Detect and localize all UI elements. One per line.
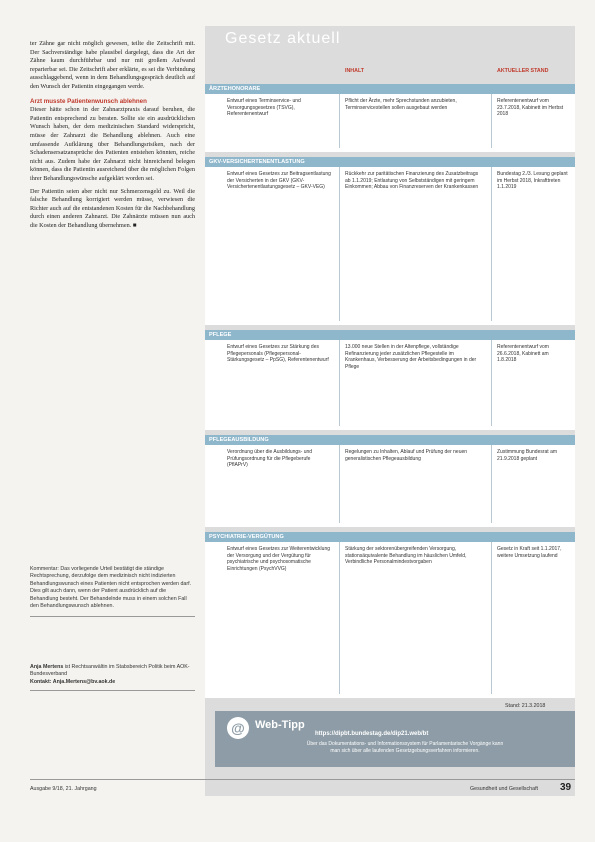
web-tip-box — [215, 711, 575, 767]
law-status: Zustimmung Bundesrat am 21.9.2018 geplant — [497, 449, 558, 462]
column-divider — [339, 542, 340, 694]
author-name: Anja Mertens — [30, 664, 64, 670]
law-name: Entwurf eines Gesetzes zur Beitragsentlastung der Versicherten in der GKV (GKV-Versichertenentlastungsgesetz – GKV-VEG) — [227, 171, 331, 191]
law-content: Regelungen zu Inhalten, Ablauf und Prüfung der neuen generalistischen Pflegeausbildung — [345, 449, 468, 462]
law-name: Entwurf eines Gesetzes zur Weiterentwicklung der Versorgung und der Vergütung für psychiatrische und psychosomatische Einrichtungen (PsychVVG) — [227, 546, 331, 572]
end-mark-icon: ■ — [132, 221, 137, 229]
column-divider — [491, 445, 492, 523]
law-section-aerztehonorare — [205, 84, 575, 152]
column-divider — [491, 94, 492, 148]
article-column — [30, 40, 195, 234]
footer-magazine-name: Gesundheit und Gesellschaft — [470, 786, 539, 792]
column-divider — [339, 445, 340, 523]
web-tip-description: Über das Dokumentations- und Informationssystem für Parlamentarische Vorgänge kann man sich über alle laufenden Gesetzgebungsverfahren informieren. — [306, 741, 504, 754]
column-header-stand: AKTUELLER STAND — [497, 68, 549, 74]
commentary-note: Kommentar: Das vorliegende Urteil bestätigt die ständige Rechtsprechung, derzufolge dem medizinisch nicht indizierten Behandlungswunsch eines Patienten nicht entsprochen werden darf. Dies gilt auch dann, wenn der Patient ausdrücklich auf die Behandlung besteht. Der Behandelnde muss in einem solchen Fall den Behandlungswunsch ablehnen. — [30, 566, 195, 617]
law-status: Referentenentwurf vom 26.6.2018, Kabinett am 1.8.2018 — [497, 344, 549, 364]
section-label: PFLEGEAUSBILDUNG — [205, 435, 575, 445]
section-label: ÄRZTEHONORARE — [205, 84, 575, 94]
web-tip-link[interactable]: https://dipbt.bundestag.de/dip21.web/bt — [315, 731, 429, 737]
author-info — [30, 664, 195, 691]
page-number: 39 — [560, 782, 572, 793]
section-label: GKV-VERSICHERTENENTLASTUNG — [205, 157, 575, 167]
column-divider — [339, 167, 340, 321]
column-divider — [339, 94, 340, 148]
law-section-pflegeausbildung — [205, 435, 575, 527]
section-label: PFLEGE — [205, 330, 575, 340]
law-content: Rückkehr zur paritätischen Finanzierung des Zusatzbeitrags ab 1.1.2019; Entlastung von Selbstständigen mit geringem Einkommen; Abbau von Finanzreserven der Krankenkassen — [345, 171, 479, 191]
law-content: 13.000 neue Stellen in der Altenpflege, vollständige Refinanzierung jeder zusätzlichen Pflegestelle im Krankenhaus, Verbesserung der Arbeitsbedingungen in der Pflege — [345, 344, 477, 370]
column-divider — [491, 340, 492, 426]
web-tip-title: Web-Tipp — [255, 719, 305, 731]
status-date: Stand: 21.3.2018 — [505, 703, 546, 709]
author-contact: Kontakt: Anja.Mertens@bv.aok.de — [30, 678, 116, 685]
law-name: Entwurf eines Terminservice- und Versorgungsgesetzes (TSVG), Referentenentwurf — [227, 98, 301, 118]
article-paragraph: Dieser hätte schon in der Zahnarztpraxis darauf beruhen, die Patientin entsprechend zu beraten. Sollte sie ein ausdrücklichen Wunsch haben, der dem medizinischen Standard widerspricht, müsse der Zahnarzt die Behandlung ablehnen. Auch eine umfassende Aufklärung über Behandlungsrisiken, nach der Schadensersatzansprüche des Patienten entstehen könnten, reiche nicht aus. Zudem habe der Zahnarzt nicht hinreichend belegen können, dass die Patientin ausreichend über die möglichen Folgen ihrer Behandlungswünsche aufgeklärt worden sei. — [30, 106, 195, 182]
column-divider — [491, 542, 492, 694]
column-divider — [339, 340, 340, 426]
law-section-gkv — [205, 157, 575, 325]
article-paragraph — [30, 188, 195, 231]
footer-divider — [30, 779, 575, 780]
article-subheading: Arzt musste Patientenwunsch ablehnen — [30, 97, 147, 105]
law-content: Pflicht der Ärzte, mehr Sprechstunden anzubieten, Terminservicestellen sollen ausgebaut werden — [345, 98, 457, 111]
column-header-inhalt: INHALT — [345, 68, 365, 74]
law-name: Verordnung über die Ausbildungs- und Prüfungsordnung für die Pflegeberufe (PflAPrV) — [227, 449, 313, 469]
law-box-title: Gesetz aktuell — [225, 30, 341, 47]
author-role: ist Rechtsanwältin im Stabsbereich Politik beim AOK-Bundesverband — [30, 664, 190, 678]
law-status: Gesetz in Kraft seit 1.1.2017, weitere Umsetzung laufend — [497, 546, 562, 559]
law-section-psychiatrie — [205, 532, 575, 698]
footer-issue: Ausgabe 9/18, 21. Jahrgang — [30, 786, 97, 792]
at-sign-icon: @ — [227, 717, 249, 739]
law-status: Bundestag 2./3. Lesung geplant im Herbst 2018, Inkrafttreten 1.1.2019 — [497, 171, 568, 191]
law-name: Entwurf eines Gesetzes zur Stärkung des Pflegepersonals (Pflegepersonal-Stärkungsgesetz – PpSG), Referentenentwurf — [227, 344, 329, 364]
article-paragraph-text: Der Patientin seien aber nicht nur Schmerzensgeld zu. Weil die falsche Behandlung korrigiert werden müsse, verwiesen die Richter auch auf die entstandenen Kosten für die Nachbehandlung durch einen anderen Zahnarzt. Die Zahnärzte müssen nun auch die Kosten der Behandlung übernehmen. — [30, 187, 195, 229]
law-content: Stärkung der sektorenübergreifenden Versorgung, stationsäquivalente Behandlung im häuslichen Umfeld, Verbindliche Personalmindestvorgaben — [345, 546, 467, 566]
column-divider — [491, 167, 492, 321]
law-section-pflege — [205, 330, 575, 430]
article-paragraph: ter Zähne gar nicht möglich gewesen, teilte die Zeitschrift mit. Der Sachverständige habe plausibel dargelegt, dass die Art der Zähne kaum durchführbar und nur mit großem Aufwand reparierbar sei. Die Zeitschrift aber erklärte, es sei die Verbindung ausschlaggebend, wenn in dem Behandlungsgespräch deutlich auf den Wunsch der Patientin eingegangen werde. — [30, 40, 195, 90]
law-status: Referentenentwurf vom 23.7.2018, Kabinett im Herbst 2018 — [497, 98, 564, 118]
section-label: PSYCHIATRIE-VERGÜTUNG — [205, 532, 575, 542]
